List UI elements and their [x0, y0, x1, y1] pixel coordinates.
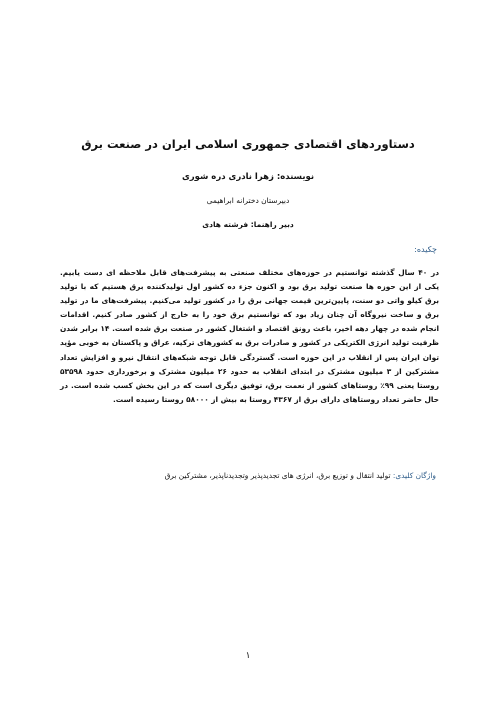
abstract-body	[60, 266, 439, 407]
author-line: نویسنده: زهرا نادری دره شوری	[181, 172, 315, 182]
abstract-paragraph: در ۴۰ سال گذشته توانستیم در حوزه‌های مختلف صنعتی به پیشرفت‌های قابل ملاحظه ای دست یابیم. یکی از این حوزه ها صنعت تولید برق بود و اکنون جزء ده کشور اول تولیدکننده برق هستیم که با تولید برق کیلو واتی دو سنت، پایین‌ترین قیمت جهانی برق را در کشور تولید می‌کنیم. پیشرفت‌های ما در تولید برق و ساخت نیروگاه آن چنان زیاد بود که توانستیم برق خود را به خارج از کشور صادر کنیم. اقدامات انجام شده در چهار دهه اخیر، باعث رونق اقتصاد و اشتغال کشور در صنعت برق شده است. ۱۴ برابر شدن ظرفیت تولید انرژی الکتریکی در کشور و صادرات برق به کشورهای ترکیه، عراق و پاکستان به خوبی مؤید توان ایران پس از انقلاب در این حوزه است. گستردگی قابل توجه شبکه‌های انتقال نیرو و افزایش تعداد مشترکین از ۳ میلیون مشترک در ابتدای انقلاب به حدود ۲۶ میلیون مشترک و برخورداری حدود ۵۳۵۹۸ روستا یعنی ۹۹٪ روستاهای کشور از نعمت برق، توفیق دیگری است که در این بخش کسب شده است. در حال حاضر تعداد روستاهای دارای برق از ۴۳۶۷ روستا به بیش از ۵۸۰۰۰ روستا رسیده است.	[60, 268, 440, 404]
page-number: ۱	[245, 651, 251, 661]
school-line: دبیرستان دخترانه ابراهیمی	[206, 196, 290, 205]
keywords-text: تولید انتقال و توزیع برق، انرژی های تجدیدپذیر وتجدیدناپذیر، مشترکین برق	[164, 471, 391, 480]
keywords-label: واژگان کلیدی:	[392, 471, 436, 480]
keywords-line	[60, 470, 436, 481]
supervisor-line: دبیر راهنما: فرشته هادی	[202, 220, 294, 229]
abstract-heading: چکیده:	[414, 245, 437, 254]
page-title: دستاوردهای اقتصادی جمهوری اسلامی ایران در صنعت برق	[81, 137, 415, 151]
